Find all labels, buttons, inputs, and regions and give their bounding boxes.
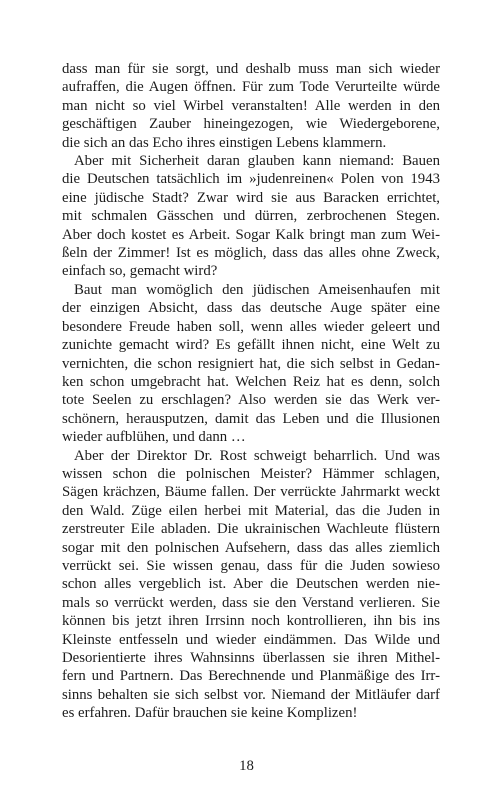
- text-line: es erfahren. Dafür brauchen sie keine Komplizen!: [62, 705, 358, 722]
- text-line: die Deutschen tatsächlich im »judenreinen« Polen von 1943: [62, 171, 440, 188]
- text-line: ken schon umgebracht hat. Welchen Reiz hat es denn, solch: [62, 373, 440, 390]
- text-line: mit schmalen Gässchen und dürren, zerbrochenen Stegen.: [62, 208, 440, 225]
- page-number: 18: [239, 758, 254, 774]
- text-line: der einzigen Absicht, dass das deutsche Auge später eine: [62, 300, 440, 317]
- text-line: tote Seelen zu erschlagen? Also werden sie das Werk ver-: [62, 392, 440, 409]
- text-line: wissen schon die polnischen Meister? Hämmer schlagen,: [62, 465, 440, 482]
- text-line: fern und Partnern. Das Berechnende und Planmäßige des Irr-: [62, 668, 440, 685]
- text-line: mals so verrückt werden, dass sie den Verstand verlieren. Sie: [62, 594, 440, 611]
- text-line: aufraffen, die Augen öffnen. Für zum Tode Verurteilte würde: [62, 79, 440, 96]
- text-line: zunichte gemacht wird? Es gefällt ihnen nicht, eine Welt zu: [62, 337, 440, 354]
- text-line: den Wald. Züge eilen herbei mit Material, das die Juden in: [62, 502, 440, 519]
- text-line: Baut man womöglich den jüdischen Ameisenhaufen mit: [74, 281, 440, 298]
- text-line: wieder aufblühen, und dann …: [62, 429, 246, 446]
- text-line: Aber der Direktor Dr. Rost schweigt beharrlich. Und was: [74, 447, 440, 464]
- body-text: [62, 60, 440, 723]
- paragraph: [62, 281, 440, 447]
- text-line: die sich an das Echo ihres einstigen Lebens klammern.: [62, 134, 387, 151]
- text-line: sinns behalten sie sich selbst vor. Niemand der Mitläufer darf: [62, 686, 440, 703]
- text-line: besondere Freude haben soll, wenn alles wieder geleert und: [62, 318, 440, 335]
- text-line: ßeln der Zimmer! Ist es möglich, dass das alles ohne Zweck,: [62, 245, 440, 262]
- text-line: man nicht so viel Wirbel veranstalten! Alle werden in den: [62, 97, 440, 114]
- text-line: Aber mit Sicherheit daran glauben kann niemand: Bauen: [74, 153, 440, 170]
- text-line: verrückt sei. Sie wissen genau, dass für die Juden sowieso: [62, 557, 440, 574]
- paragraph: [62, 447, 440, 723]
- text-line: zerstreuter Eile abladen. Die ukrainischen Wachleute flüstern: [62, 521, 440, 538]
- text-line: Kleinste entfesseln und wieder eindämmen. Das Wilde und: [62, 631, 440, 648]
- paragraph: [62, 60, 440, 152]
- text-line: schon alles vergeblich ist. Aber die Deutschen werden nie-: [62, 576, 440, 593]
- paragraph: [62, 152, 440, 281]
- text-line: geschäftigen Zauber hineingezogen, wie Wiedergeborene,: [62, 116, 440, 133]
- text-line: vernichten, die schon resigniert hat, die sich selbst in Gedan-: [62, 355, 440, 372]
- text-line: einfach so, gemacht wird?: [62, 263, 218, 280]
- text-line: Sägen krächzen, Bäume fallen. Der verrückte Jahrmarkt weckt: [62, 484, 440, 501]
- text-line: eine jüdische Stadt? Zwar wird sie aus Baracken errichtet,: [62, 189, 440, 206]
- text-line: schönern, herausputzen, damit das Leben und die Illusionen: [62, 410, 440, 427]
- text-line: dass man für sie sorgt, und deshalb muss man sich wieder: [62, 61, 440, 77]
- text-line: sogar mit den polnischen Aufsehern, dass das alles ziemlich: [62, 539, 440, 556]
- text-line: Desorientierte ihres Wahnsinns überlassen sie ihren Mithel-: [62, 650, 440, 666]
- text-line: Aber doch kostet es Arbeit. Sogar Kalk bringt man zum Wei-: [62, 226, 440, 243]
- text-line: können bis jetzt ihren Irrsinn noch kontrollieren, ihn bis ins: [62, 613, 440, 630]
